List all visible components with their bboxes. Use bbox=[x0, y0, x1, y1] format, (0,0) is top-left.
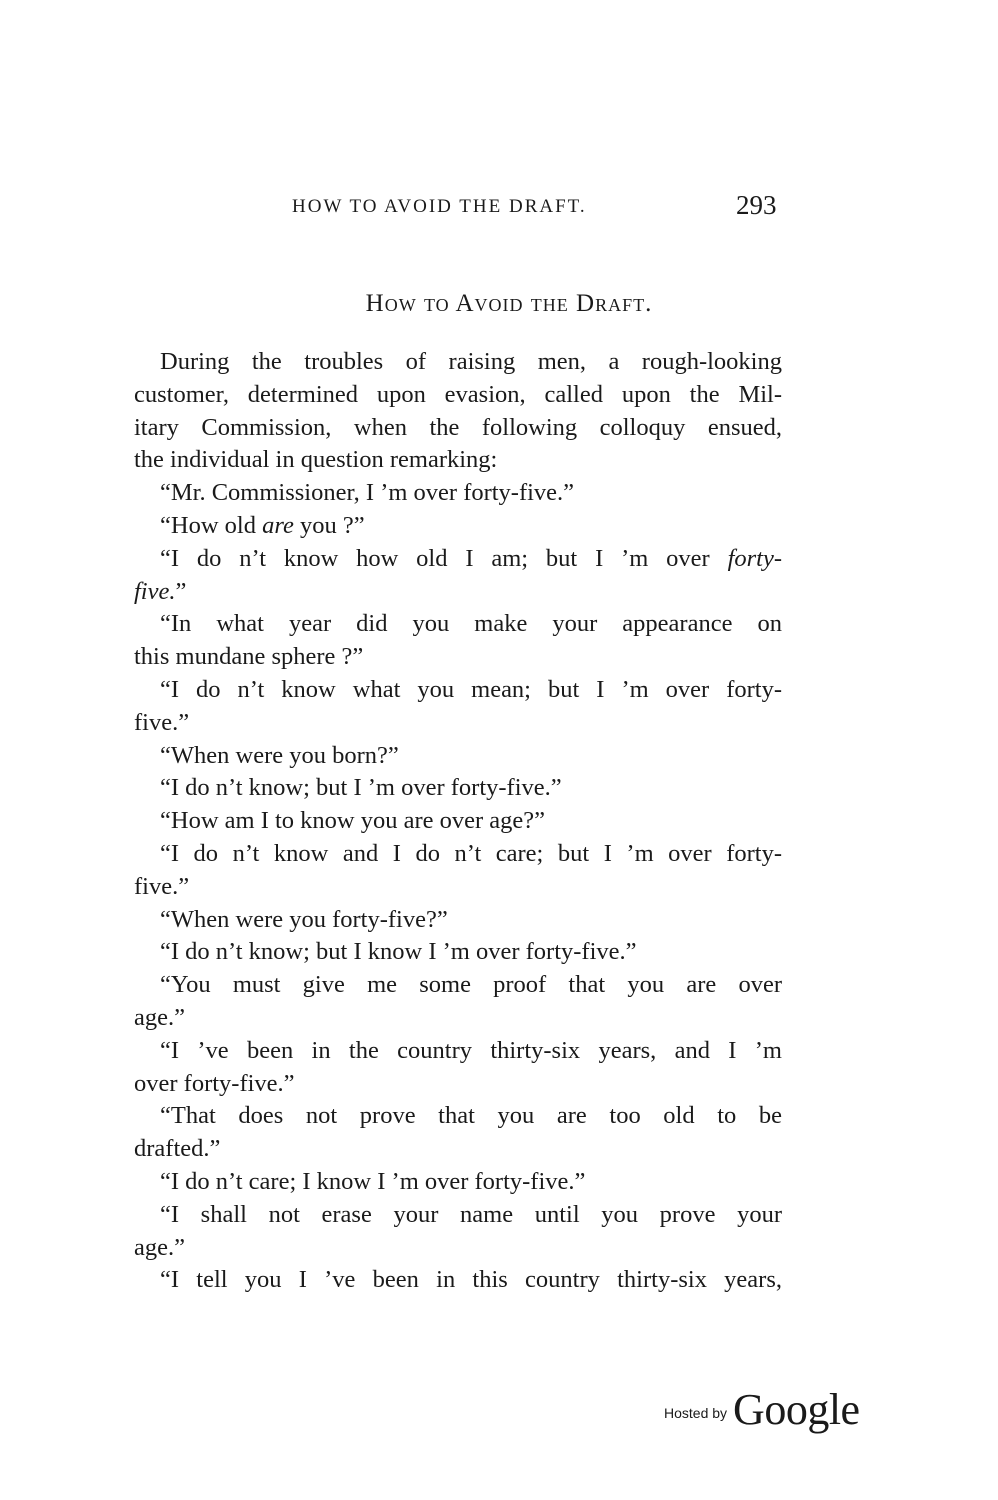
text-line: “I do n’t know; but I ’m over forty-five.” bbox=[160, 774, 562, 802]
text-line: five.” bbox=[134, 708, 190, 736]
text-fragment: “I do n’t know how old I am; but I ’m over bbox=[160, 544, 728, 572]
text-fragment: “How old bbox=[160, 511, 263, 539]
hosted-by-google-watermark bbox=[664, 1384, 869, 1434]
page-title: How to Avoid the Draft. bbox=[365, 290, 653, 317]
google-logo: Google bbox=[733, 1385, 860, 1434]
text-line: During the troubles of raising men, a rough-looking bbox=[160, 348, 782, 375]
text-line: “I ’ve been in the country thirty-six years, and I ’m bbox=[160, 1036, 782, 1064]
text-fragment: you ?” bbox=[293, 511, 365, 539]
text-line: the individual in question remarking: bbox=[134, 446, 498, 474]
italic-word: are bbox=[262, 511, 294, 539]
text-line: “You must give me some proof that you are over bbox=[160, 971, 782, 999]
running-head: HOW TO AVOID THE DRAFT. bbox=[292, 196, 587, 217]
text-line: “Mr. Commissioner, I ’m over forty-five.” bbox=[160, 479, 575, 507]
text-line bbox=[134, 576, 782, 609]
text-line bbox=[134, 543, 782, 576]
text-line: “I do n’t care; I know I ’m over forty-five.” bbox=[160, 1167, 586, 1195]
page-number: 293 bbox=[736, 190, 777, 220]
text-line: “When were you born?” bbox=[160, 741, 399, 769]
text-line: “I do n’t know; but I know I ’m over forty-five.” bbox=[160, 938, 637, 966]
text-line: “How am I to know you are over age?” bbox=[160, 807, 546, 835]
text-line: age.” bbox=[134, 1003, 185, 1031]
italic-word: forty- bbox=[727, 544, 782, 572]
text-line: over forty-five.” bbox=[134, 1069, 295, 1097]
text-line: “That does not prove that you are too old to be bbox=[160, 1102, 782, 1130]
text-line: customer, determined upon evasion, called upon the Mil- bbox=[134, 380, 782, 408]
text-line bbox=[134, 510, 782, 543]
text-line: “I shall not erase your name until you prove your bbox=[160, 1200, 782, 1228]
text-line: five.” bbox=[134, 872, 190, 900]
text-line: “I tell you I ’ve been in this country thirty-six years, bbox=[160, 1266, 782, 1294]
text-line: drafted.” bbox=[134, 1135, 221, 1163]
hosted-by-label: Hosted by bbox=[664, 1405, 728, 1421]
text-line: “When were you forty-five?” bbox=[160, 905, 448, 933]
italic-word: five. bbox=[134, 577, 176, 605]
text-line: this mundane sphere ?” bbox=[134, 643, 364, 671]
text-line: “I do n’t know and I do n’t care; but I ’m over forty- bbox=[160, 839, 782, 867]
text-line: itary Commission, when the following colloquy ensued, bbox=[134, 413, 782, 441]
text-line: age.” bbox=[134, 1233, 185, 1261]
body-text bbox=[134, 346, 782, 1297]
text-line: “I do n’t know what you mean; but I ’m over forty- bbox=[160, 675, 782, 703]
text-fragment: ” bbox=[175, 577, 187, 605]
text-line: “In what year did you make your appearance on bbox=[160, 610, 782, 638]
